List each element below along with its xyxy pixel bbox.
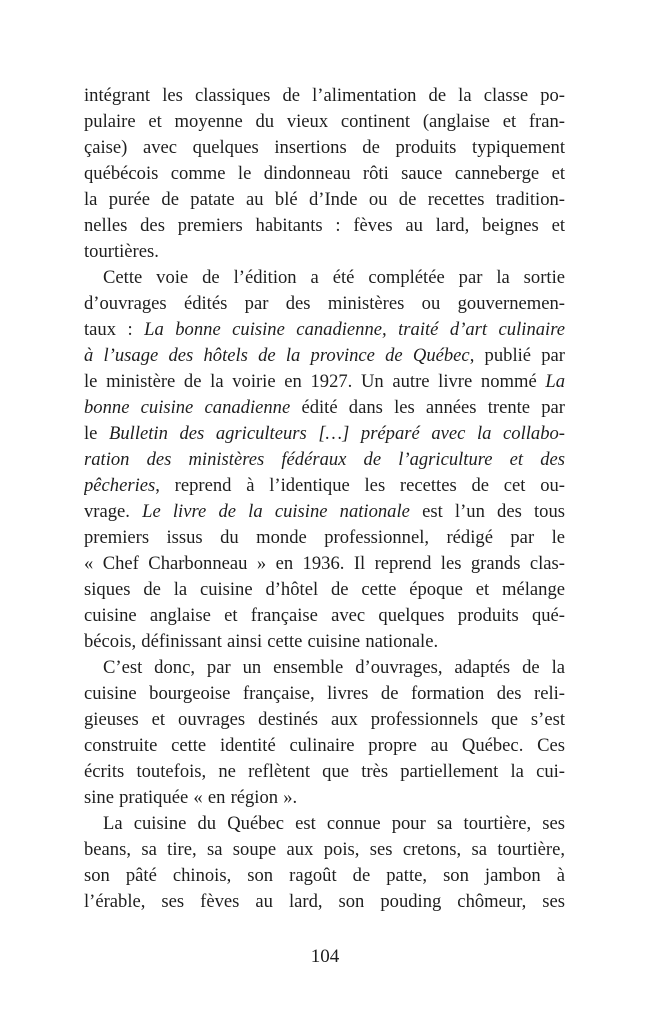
text-line: sine pratiquée « en région ». [84,787,298,808]
text-line: bonne cuisine canadienne édité dans les années trente par [84,397,565,418]
text-line: nelles des premiers habitants : fèves au lard, beignes et [84,215,565,236]
text-line: tourtières. [84,241,159,262]
text-line: le Bulletin des agriculteurs […] préparé avec la collabo- [84,423,565,444]
text-line: écrits toutefois, ne reflètent que très partiellement la cui- [84,761,565,782]
text-line: cuisine bourgeoise française, livres de formation des reli- [84,683,565,704]
text-line: vrage. Le livre de la cuisine nationale est l’un des tous [84,501,565,522]
page-number: 104 [310,946,340,967]
text-line: Cette voie de l’édition a été complétée par la sortie [103,267,565,288]
text-line: « Chef Charbonneau » en 1936. Il reprend les grands clas- [84,553,565,574]
text-line: La cuisine du Québec est connue pour sa tourtière, ses [103,813,565,834]
text-line: son pâté chinois, son ragoût de patte, son jambon à [84,865,565,886]
text-line: çaise) avec quelques insertions de produits typiquement [84,137,565,158]
text-line: le ministère de la voirie en 1927. Un autre livre nommé La [84,371,565,392]
text-line: intégrant les classiques de l’alimentation de la classe po- [84,85,565,106]
text-line: bécois, définissant ainsi cette cuisine nationale. [84,631,439,652]
text-line: beans, sa tire, sa soupe aux pois, ses cretons, sa tourtière, [84,839,565,860]
text-line: pêcheries, reprend à l’identique les recettes de cet ou- [84,475,565,496]
text-line: pulaire et moyenne du vieux continent (anglaise et fran- [84,111,565,132]
text-line: québécois comme le dindonneau rôti sauce canneberge et [84,163,565,184]
text-line: gieuses et ouvrages destinés aux professionnels que s’est [84,709,565,730]
text-line: siques de la cuisine d’hôtel de cette époque et mélange [84,579,565,600]
text-line: la purée de patate au blé d’Inde ou de recettes tradition- [84,189,565,210]
text-line: à l’usage des hôtels de la province de Québec, publié par [84,345,565,366]
text-line: l’érable, ses fèves au lard, son pouding chômeur, ses [84,891,565,912]
text-line: d’ouvrages édités par des ministères ou gouvernemen- [84,293,565,314]
page-text [84,83,565,915]
text-line: C’est donc, par un ensemble d’ouvrages, adaptés de la [103,657,565,678]
text-line: taux : La bonne cuisine canadienne, traité d’art culinaire [84,319,565,340]
text-line: cuisine anglaise et française avec quelques produits qué- [84,605,565,626]
text-line: ration des ministères fédéraux de l’agriculture et des [84,449,565,470]
text-line: premiers issus du monde professionnel, rédigé par le [84,527,565,548]
text-line: construite cette identité culinaire propre au Québec. Ces [84,735,565,756]
